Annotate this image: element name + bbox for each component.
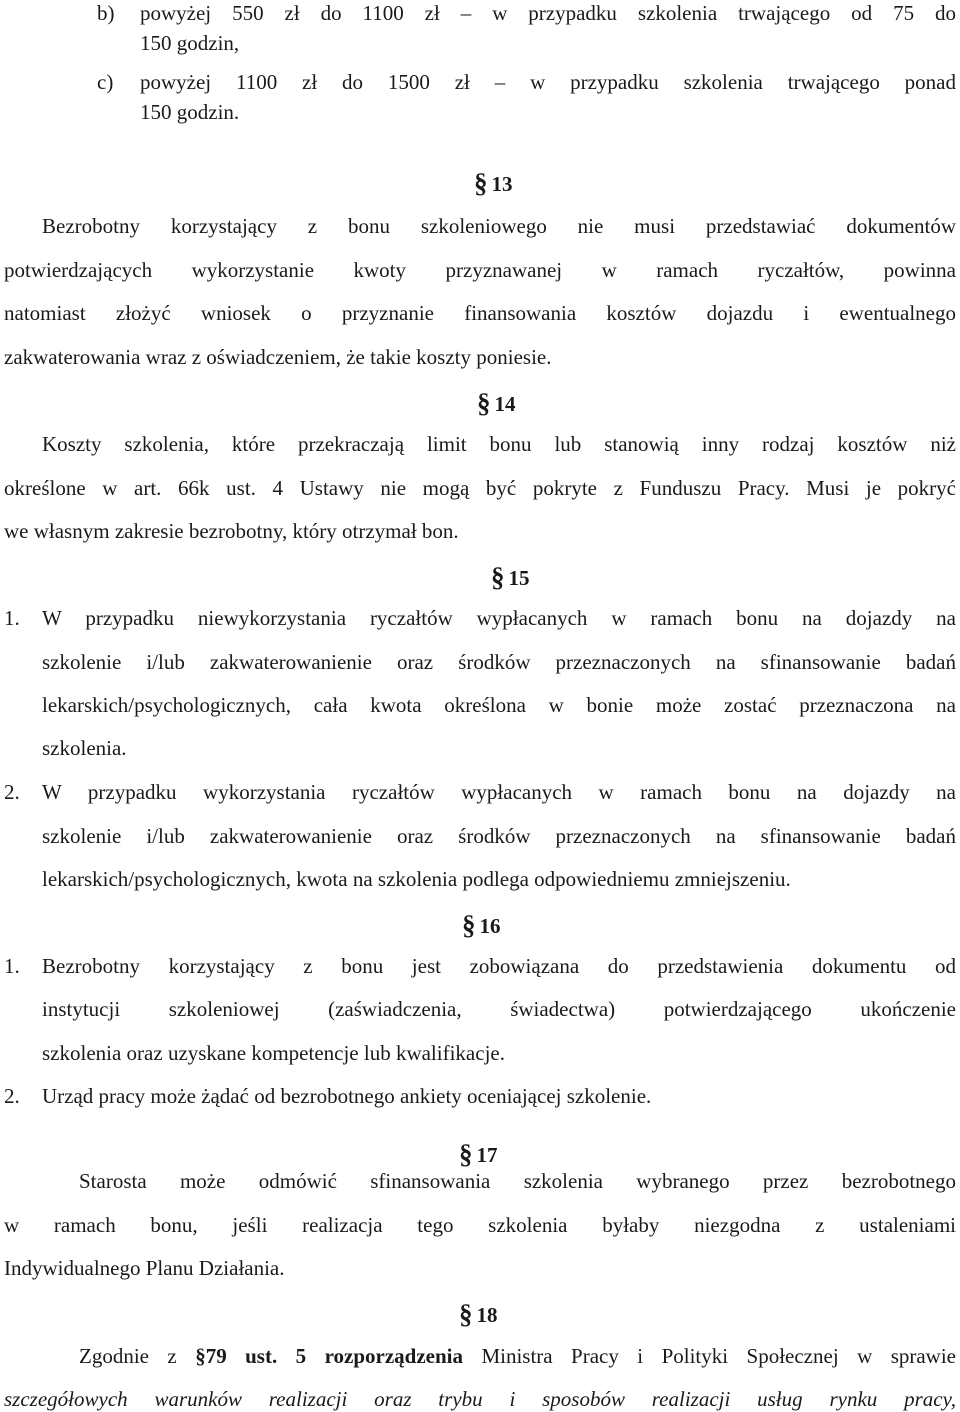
section-symbol: § (477, 388, 491, 418)
section-symbol: § (462, 910, 476, 940)
section-number: 15 (508, 566, 530, 590)
s18-line-2: szczegółowych warunków realizacji oraz trybu i sposobów realizacji usług rynku pracy, (4, 1387, 956, 1411)
section-heading-13 (474, 170, 513, 197)
s13-line-4: zakwaterowania wraz z oświadczeniem, że takie koszty poniesie. (4, 345, 552, 369)
s13-line-3: natomiast złożyć wniosek o przyznanie finansowania kosztów dojazdu i ewentualnego (4, 301, 956, 325)
s16-item-2-label: 2. (4, 1084, 20, 1108)
s18-line-1 (79, 1346, 956, 1367)
section-heading-16 (462, 912, 501, 939)
s15-item-1-line-1: W przypadku niewykorzystania ryczałtów wypłacanych w ramach bonu na dojazdy na (42, 606, 956, 630)
s16-item-1-line-3: szkolenia oraz uzyskane kompetencje lub kwalifikacje. (42, 1041, 505, 1065)
regulation-reference: §79 ust. 5 rozporządzenia (195, 1344, 464, 1368)
s15-item-1-line-2: szkolenie i/lub zakwaterowanienie oraz środków przeznaczonych na sfinansowanie badań (42, 650, 956, 674)
section-heading-15 (491, 564, 530, 591)
s14-line-1: Koszty szkolenia, które przekraczają limit bonu lub stanowią inny rodzaj kosztów niż (42, 432, 956, 456)
s17-line-1: Starosta może odmówić sfinansowania szkolenia wybranego przez bezrobotnego (79, 1169, 956, 1193)
section-number: 16 (479, 914, 501, 938)
s15-item-1-line-4: szkolenia. (42, 736, 127, 760)
section-number: 17 (476, 1143, 498, 1167)
s13-line-2: potwierdzających wykorzystanie kwoty przyznawanej w ramach ryczałtów, powinna (4, 258, 956, 282)
s17-line-3: Indywidualnego Planu Działania. (4, 1256, 285, 1280)
s16-item-2-line-1: Urząd pracy może żądać od bezrobotnego ankiety oceniającej szkolenie. (42, 1084, 652, 1108)
section-heading-18 (459, 1301, 498, 1328)
s17-line-2: w ramach bonu, jeśli realizacja tego szkolenia byłaby niezgodna z ustaleniami (4, 1213, 956, 1237)
s15-item-2-line-2: szkolenie i/lub zakwaterowanienie oraz środków przeznaczonych na sfinansowanie badań (42, 824, 956, 848)
section-symbol: § (459, 1299, 473, 1329)
s15-item-2-line-3: lekarskich/psychologicznych, kwota na szkolenia podlega odpowiedniemu zmniejszeniu. (42, 867, 791, 891)
section-symbol: § (491, 562, 505, 592)
section-symbol: § (474, 168, 488, 198)
s15-item-1-line-3: lekarskich/psychologicznych, cała kwota określona w bonie może zostać przeznaczona na (42, 693, 956, 717)
s16-item-1-line-2: instytucji szkoleniowej (zaświadczenia, świadectwa) potwierdzającego ukończenie (42, 997, 956, 1021)
s15-item-2-line-1: W przypadku wykorzystania ryczałtów wypłacanych w ramach bonu na dojazdy na (42, 780, 956, 804)
s18-line-1-post: Ministra Pracy i Polityki Społecznej w sprawie (463, 1344, 957, 1368)
s13-line-1: Bezrobotny korzystający z bonu szkoleniowego nie musi przedstawiać dokumentów (42, 214, 956, 238)
s15-item-2-label: 2. (4, 780, 20, 804)
list-label-b: b) (97, 1, 115, 25)
list-item-c-line1: powyżej 1100 zł do 1500 zł – w przypadku szkolenia trwającego ponad (140, 70, 956, 94)
s16-item-1-line-1: Bezrobotny korzystający z bonu jest zobowiązana do przedstawienia dokumentu od (42, 954, 956, 978)
section-number: 14 (494, 392, 516, 416)
section-heading-17 (459, 1141, 498, 1168)
s16-item-1-label: 1. (4, 954, 20, 978)
s18-line-1-pre: Zgodnie z (79, 1344, 196, 1368)
s14-line-3: we własnym zakresie bezrobotny, który otrzymał bon. (4, 519, 459, 543)
list-item-b-line2: 150 godzin, (140, 31, 240, 55)
list-item-c-line2: 150 godzin. (140, 100, 240, 124)
section-heading-14 (477, 390, 516, 417)
section-number: 18 (476, 1303, 498, 1327)
list-label-c: c) (97, 70, 114, 94)
section-symbol: § (459, 1139, 473, 1169)
s15-item-1-label: 1. (4, 606, 20, 630)
list-item-b-line1: powyżej 550 zł do 1100 zł – w przypadku szkolenia trwającego od 75 do (140, 1, 956, 25)
s14-line-2: określone w art. 66k ust. 4 Ustawy nie mogą być pokryte z Funduszu Pracy. Musi je pokryć (4, 476, 956, 500)
section-number: 13 (491, 172, 513, 196)
